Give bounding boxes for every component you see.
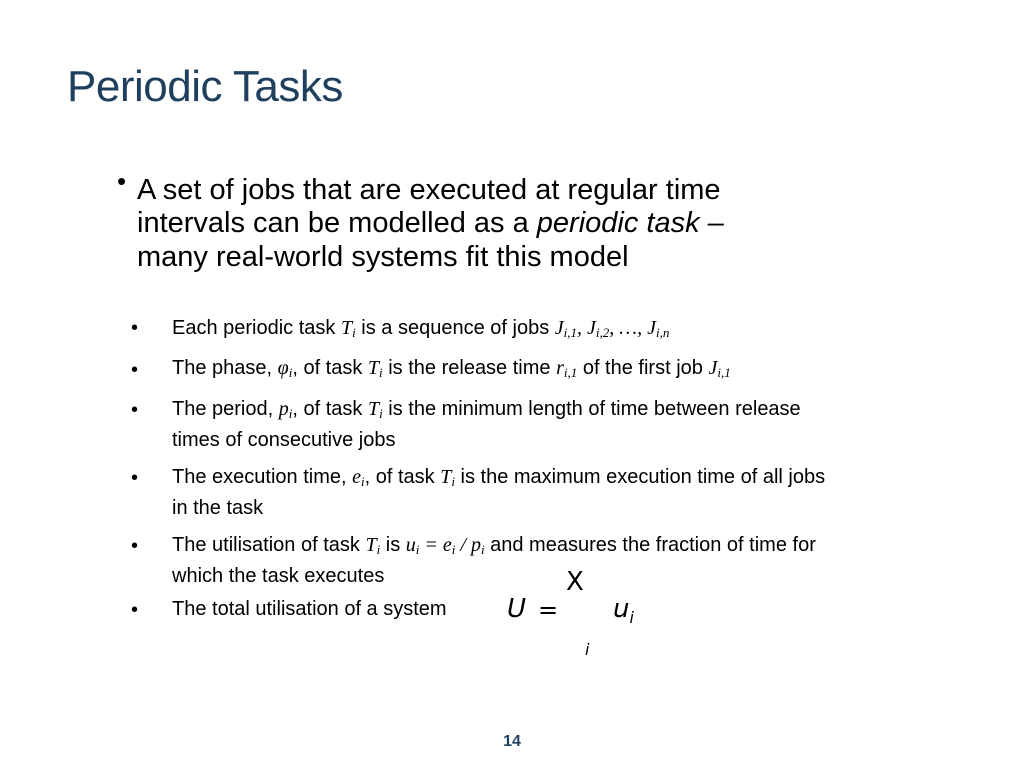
main-bullet-text: A set of jobs that are executed at regular time intervals can be modelled as a periodic task – many real-world systems fit this model — [137, 174, 724, 273]
page-number: 14 — [503, 733, 521, 750]
sub-bullet-dot: • — [131, 399, 139, 421]
bullet-dot: • — [117, 166, 127, 196]
sub-bullet-period-text: The period, $p_i$, of task $T_i$ is the minimum length of time between release times of consecutive jobs — [172, 398, 801, 451]
sub-bullet-dot: • — [131, 599, 139, 621]
formula-sum-symbol: X — [566, 567, 584, 597]
sub-bullet-dot: • — [131, 467, 139, 489]
sub-bullet-dot: • — [131, 535, 139, 557]
formula-sum-index: i — [585, 640, 590, 659]
formula-u: $u_i$ — [613, 594, 634, 627]
formula-U: U — [507, 594, 527, 624]
slide-title: Periodic Tasks — [67, 62, 343, 111]
formula-equals: = — [538, 596, 559, 624]
sub-bullet-execution-text: The execution time, $e_i$, of task $T_i$ is the maximum execution time of all jobs in the task — [172, 466, 826, 519]
sub-bullet-phase-text: The phase, $\varphi_i$, of task $T_i$ is the release time $r_{i,1}$ of the first job $J_{i,1}$ — [172, 357, 731, 380]
sub-bullet-dot: • — [131, 359, 139, 381]
sub-bullet-utilisation-text: The utilisation of task $T_i$ is $u_i = e_i / p_i$ and measures the fraction of time for which the task executes — [172, 534, 816, 587]
sub-bullet-tasks-text: Each periodic task $T_i$ is a sequence of jobs $J_{i,1}$, $J_{i,2}$, …, $J_{i,n}$ — [172, 317, 670, 340]
sub-bullet-dot: • — [131, 317, 139, 339]
sub-bullet-total-text: The total utilisation of a system — [172, 598, 447, 620]
